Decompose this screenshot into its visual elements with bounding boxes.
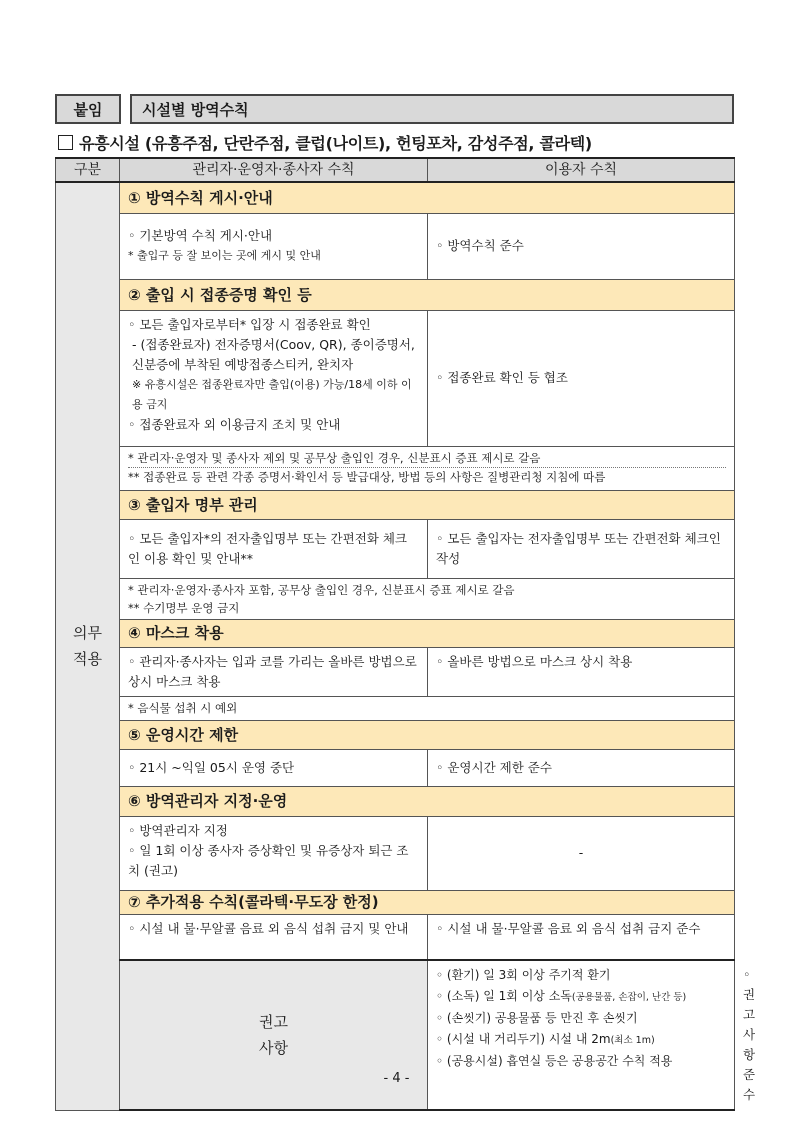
s3-note-1: * 관리자·운영자·종사자 포함, 공무상 출입인 경우, 신분표시 증표 제시로 갈음 (128, 582, 515, 597)
s3-user-cell: ◦ 모든 출입자는 전자출입명부 또는 간편전화 체크인 작성 (428, 519, 735, 578)
s1-user-cell: ◦ 방역수칙 준수 (428, 213, 735, 279)
checkbox-square-icon (58, 135, 73, 150)
s3-note-2: ** 수기명부 운영 금지 (128, 600, 240, 615)
section-3-title: ③ 출입자 명부 관리 (120, 490, 735, 519)
section-2-title: ② 출입 시 접종증명 확인 등 (120, 279, 735, 310)
s2-notes (120, 446, 735, 490)
s7-user-cell: ◦ 시설 내 물·무알콜 음료 외 음식 섭취 금지 준수 (428, 914, 735, 960)
s2-note-1: * 관리자·운영자 및 종사자 제외 및 공무상 출입인 경우, 신분표시 증표 제시로 갈음 (128, 449, 726, 468)
s4-note: * 음식물 섭취 시 예외 (120, 696, 735, 720)
rec-item-distancing: ◦ (시설 내 거리두기) 시설 내 2m(최소 1m) (436, 1032, 655, 1046)
section-1-title: ① 방역수칙 게시·안내 (120, 182, 735, 213)
s5-manager-cell: ◦ 21시 ~익일 05시 운영 중단 (120, 749, 428, 786)
rec-item-disinfection: ◦ (소독) 일 1회 이상 소독(공용물품, 손잡이, 난간 등) (436, 989, 687, 1003)
rec-item-ventilation: ◦ (환기) 일 3회 이상 주기적 환기 (436, 968, 611, 982)
s2-manager-warning: ※ 유흥시설은 접종완료자만 출입(이용) 가능/18세 이하 이용 금지 (132, 377, 412, 411)
section-title: 유흥시설 (유흥주점, 단란주점, 클럽(나이트), 헌팅포차, 감성주점, 콜라텍) (79, 134, 592, 153)
rec-manager-cell (428, 960, 735, 1110)
table-header-row (56, 158, 735, 182)
rec-item-handwashing: ◦ (손씻기) 공용물품 등 만진 후 손씻기 (436, 1011, 638, 1025)
s6-manager-cell (120, 816, 428, 890)
s1-manager-item: ◦ 기본방역 수칙 게시·안내 (128, 228, 273, 243)
section-heading (58, 131, 592, 154)
category-recommended: 권고 사항 (120, 960, 428, 1110)
section-7-title: ⑦ 추가적용 수칙(콜라텍·무도장 한정) (120, 890, 735, 914)
s2-user-cell: ◦ 접종완료 확인 등 협조 (428, 310, 735, 446)
section-4-title: ④ 마스크 착용 (120, 619, 735, 647)
s1-manager-cell (120, 213, 428, 279)
page-title: 시설별 방역수칙 (130, 94, 734, 124)
rec-item-shared-facilities: ◦ (공용시설) 흡연실 등은 공용공간 수칙 적용 (436, 1054, 673, 1068)
header-user: 이용자 수칙 (428, 158, 735, 182)
s2-manager-subitem: - (접종완료자) 전자증명서(Coov, QR), 종이증명서, 신분증에 부착된 예방접종스티커, 완치자 (132, 336, 415, 372)
category-mandatory: 의무 적용 (56, 182, 120, 1110)
s7-manager-cell: ◦ 시설 내 물·무알콜 음료 외 음식 섭취 금지 및 안내 (120, 914, 428, 960)
s6-user-cell: - (428, 816, 735, 890)
rules-table: 구분 관리자·운영자·종사자 수칙 이용자 수칙 의무 적용 ① 방역수칙 게시·안내 ◦ 기본방역 수칙 게시·안내 * 출입구 등 잘 보이는 곳에 게시 및 안내 ◦ 방역수칙 준수 ② 출입 시 접종증명 확인 등 ◦ 모든 출입자로부터* 입장 시 접종완료 확인 - (접종완료자) 전자증명서(Coov, QR), 종이증명서, 신분증에 부착된 예방접종스티커, 완치자 ※ 유흥시설은 접종완료자만 출입(이용) 가능/18세 이하 이용 금지 ◦ 접종완료자 외 이용금지 조치 및 안내 ◦ 접종완료 확인 등 협조 * 관리자·운영자 및 종사자 제외 및 공무상 출입인 경우, 신분표시 증표 제시로 갈음 ** 접종완료 등 관련 각종 증명서·확인서 등 발급대상, 방법 등의 사항은 질병관리청 지침에 따름 ③ 출입자 명부 관리 ◦ 모든 출입자*의 전자출입명부 또는 간편전화 체크인 이용 확인 및 안내** ◦ 모든 출입자는 전자출입명부 또는 간편전화 체크인 작성 * 관리자·운영자·종사자 포함, 공무상 출입인 경우, 신분표시 증표 제시로 갈음 ** 수기명부 운영 금지 ④ 마스크 착용 ◦ 관리자·종사자는 입과 코를 가리는 올바른 방법으로 상시 마스크 착용 ◦ 올바른 방법으로 마스크 상시 착용 * 음식물 섭취 시 예외 ⑤ 운영시간 제한 ◦ 21시 ~익일 05시 운영 중단 ◦ 운영시간 제한 준수 ⑥ 방역관리자 지정·운영 ◦ 방역관리자 지정 ◦ 일 1회 이상 종사자 증상확인 및 유증상자 퇴근 조치 (권고) - ⑦ 추가적용 수칙(콜라텍·무도장 한정) ◦ 시설 내 물·무알콜 음료 외 음식 섭취 금지 및 안내 ◦ 시설 내 물·무알콜 음료 외 음식 섭취 금지 준수 권고 사항 ◦ (환기) 일 3회 이상 주기적 환기 ◦ (소독) 일 1회 이상 소독(공용물품, 손잡이, 난간 등) ◦ (손씻기) 공용물품 등 만진 후 손씻기 ◦ (시설 내 거리두기) 시설 내 2m(최소 1m) ◦ (공용시설) 흡연실 등은 공용공간 수칙 적용 ◦ 권고사항 준수 (55, 157, 735, 1111)
header-category: 구분 (56, 158, 120, 182)
s2-manager-item-1: ◦ 모든 출입자로부터* 입장 시 접종완료 확인 (128, 316, 371, 332)
s2-note-2: ** 접종완료 등 관련 각종 증명서·확인서 등 발급대상, 방법 등의 사항은 질병관리청 지침에 따름 (128, 469, 606, 484)
s3-notes (120, 578, 735, 619)
header-manager: 관리자·운영자·종사자 수칙 (120, 158, 428, 182)
section-6-title: ⑥ 방역관리자 지정·운영 (120, 786, 735, 816)
section-5-title: ⑤ 운영시간 제한 (120, 720, 735, 749)
s1-manager-note: * 출입구 등 잘 보이는 곳에 게시 및 안내 (128, 249, 321, 262)
s2-manager-cell (120, 310, 428, 446)
s4-user-cell: ◦ 올바른 방법으로 마스크 상시 착용 (428, 647, 735, 696)
appendix-tag: 붙임 (55, 94, 121, 124)
s2-manager-item-2: ◦ 접종완료자 외 이용금지 조치 및 안내 (128, 416, 341, 432)
s6-manager-item-1: ◦ 방역관리자 지정 (128, 822, 228, 838)
s6-manager-item-2: ◦ 일 1회 이상 종사자 증상확인 및 유증상자 퇴근 조치 (권고) (128, 842, 409, 878)
page-number: - 4 - (383, 1071, 410, 1086)
s3-manager-cell: ◦ 모든 출입자*의 전자출입명부 또는 간편전화 체크인 이용 확인 및 안내** (120, 519, 428, 578)
s5-user-cell: ◦ 운영시간 제한 준수 (428, 749, 735, 786)
s4-manager-cell: ◦ 관리자·종사자는 입과 코를 가리는 올바른 방법으로 상시 마스크 착용 (120, 647, 428, 696)
